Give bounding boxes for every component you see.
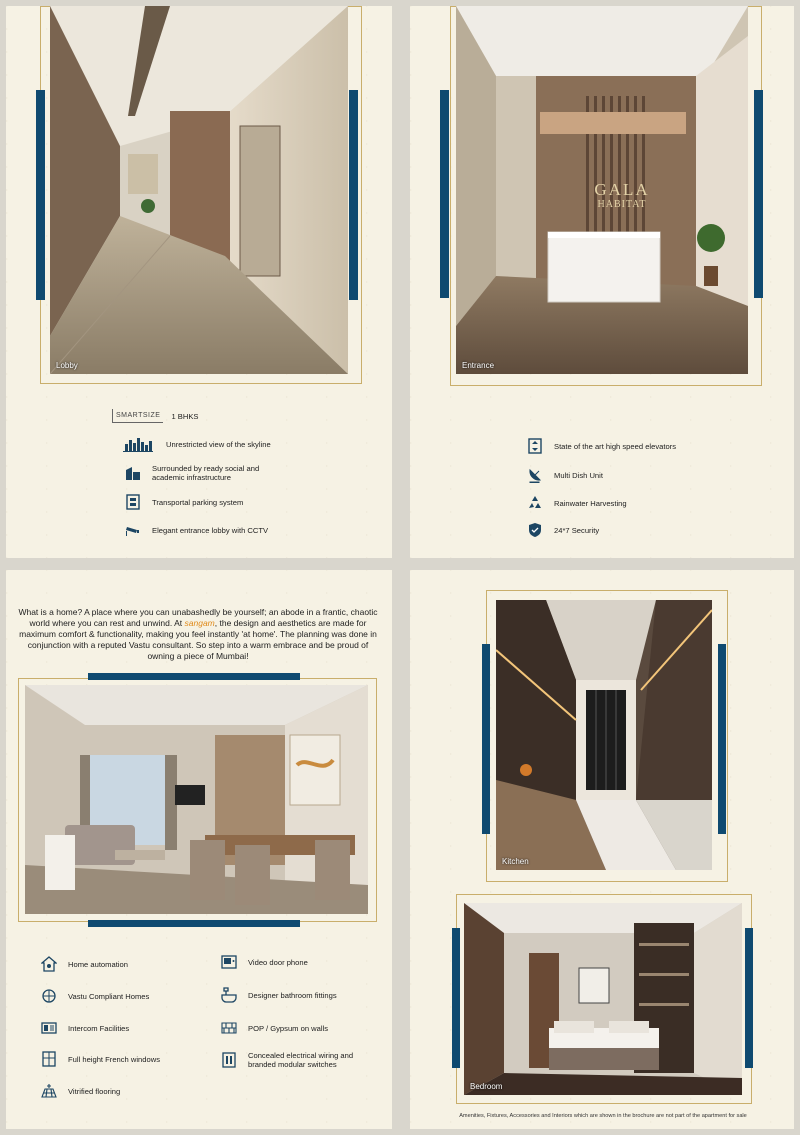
feature-label: Video door phone (248, 957, 308, 967)
smartsize-logo: SMARTSIZE (112, 409, 163, 423)
feature-vitrified (40, 1083, 120, 1099)
disclaimer: Amenities, Fixtures, Accessories and Interiors which are shown in the brochure are not part of the apartment for sale (459, 1113, 747, 1119)
living-accent-bar-top (88, 673, 300, 680)
bedroom-accent-bar-right (745, 928, 753, 1068)
recycle-icon (526, 495, 544, 511)
signage-line-2: HABITAT (597, 199, 647, 210)
feature-label: Transportal parking system (152, 497, 244, 507)
shield-icon (526, 522, 544, 538)
feature-infrastructure (124, 464, 334, 482)
entrance-signage (582, 182, 662, 212)
feature-intercom (40, 1020, 129, 1036)
intro-text-2: , the design and aesthetics are made for maximum comfort & functionality, making you feel instantly 'at home'. The planning was done in conjunction with a reputed Vastu consultant. So step into a warm embrace and be proud of owning a piece of Mumbai! (19, 617, 377, 661)
feature-label: Surrounded by ready social and academic infrastructure (152, 464, 260, 482)
intro-brand: sangam (184, 617, 215, 628)
bathroom-fittings-icon (220, 987, 238, 1003)
feature-label: 24*7 Security (554, 525, 600, 535)
feature-label: Unrestricted view of the skyline (166, 439, 271, 449)
feature-label: Vitrified flooring (68, 1086, 121, 1096)
entrance-accent-bar-right (754, 90, 763, 298)
feature-label: Elegant entrance lobby with CCTV (152, 525, 269, 535)
smartsize-label: 1 BHKS (171, 411, 199, 421)
entrance-caption: Entrance (462, 361, 495, 370)
feature-label: State of the art high speed elevators (554, 441, 677, 451)
intro-paragraph (14, 607, 382, 662)
wall-gypsum-icon (220, 1020, 238, 1036)
kitchen-caption: Kitchen (502, 857, 529, 866)
feature-bathroom (220, 987, 337, 1003)
lobby-accent-bar-left (36, 90, 45, 300)
car-parking-icon (124, 494, 142, 510)
feature-label: Concealed electrical wiring and branded modular switches (248, 1051, 354, 1069)
intercom-icon (40, 1020, 58, 1036)
signage-line-1: GALA (594, 180, 650, 199)
feature-vastu (40, 988, 149, 1004)
skyline-icon (120, 436, 156, 452)
feature-skyline (120, 436, 340, 452)
entrance-accent-bar-left (440, 90, 449, 298)
feature-wiring (220, 1051, 380, 1069)
kitchen-accent-bar-right (718, 644, 726, 834)
panel-lobby (6, 6, 392, 558)
bedroom-accent-bar-left (452, 928, 460, 1068)
smartsize-row (112, 409, 198, 423)
kitchen-accent-bar-left (482, 644, 490, 834)
french-window-icon (40, 1051, 58, 1067)
living-photo (25, 685, 368, 914)
feature-label: Vastu Compliant Homes (68, 991, 150, 1001)
feature-security (526, 522, 756, 538)
intro-text-1: What is a home? A place where you can unabashedly be yourself; an abode in a frantic, chaotic world where you can rest and unwind. At (18, 606, 378, 628)
feature-label: Home automation (68, 959, 128, 969)
feature-label: Rainwater Harvesting (554, 498, 627, 508)
feature-elevators (526, 438, 756, 454)
living-accent-bar-bottom (88, 920, 300, 927)
buildings-icon (124, 465, 142, 481)
feature-dish (526, 467, 756, 483)
feature-french-windows (40, 1051, 160, 1067)
entrance-photo (456, 6, 748, 374)
feature-gypsum (220, 1020, 328, 1036)
lobby-photo (50, 6, 348, 374)
feature-home-automation (40, 956, 128, 972)
vastu-compass-icon (40, 988, 58, 1004)
feature-label: Designer bathroom fittings (248, 990, 337, 1000)
kitchen-photo (496, 600, 712, 870)
elevator-icon (526, 438, 544, 454)
feature-label: Intercom Facilities (68, 1023, 130, 1033)
feature-video-phone (220, 954, 308, 970)
bedroom-caption: Bedroom (470, 1082, 503, 1091)
lobby-caption: Lobby (56, 361, 78, 370)
switch-icon (220, 1052, 238, 1068)
feature-parking (124, 494, 334, 510)
feature-label: Full height French windows (68, 1054, 161, 1064)
satellite-dish-icon (526, 467, 544, 483)
home-automation-icon (40, 956, 58, 972)
feature-cctv (124, 522, 334, 538)
cctv-icon (124, 522, 142, 538)
video-phone-icon (220, 954, 238, 970)
bedroom-photo (464, 903, 742, 1095)
feature-label: POP / Gypsum on walls (248, 1023, 329, 1033)
feature-rainwater (526, 495, 756, 511)
panel-entrance (410, 6, 794, 558)
lobby-accent-bar-right (349, 90, 358, 300)
feature-label: Multi Dish Unit (554, 470, 603, 480)
tiles-icon (40, 1083, 58, 1099)
